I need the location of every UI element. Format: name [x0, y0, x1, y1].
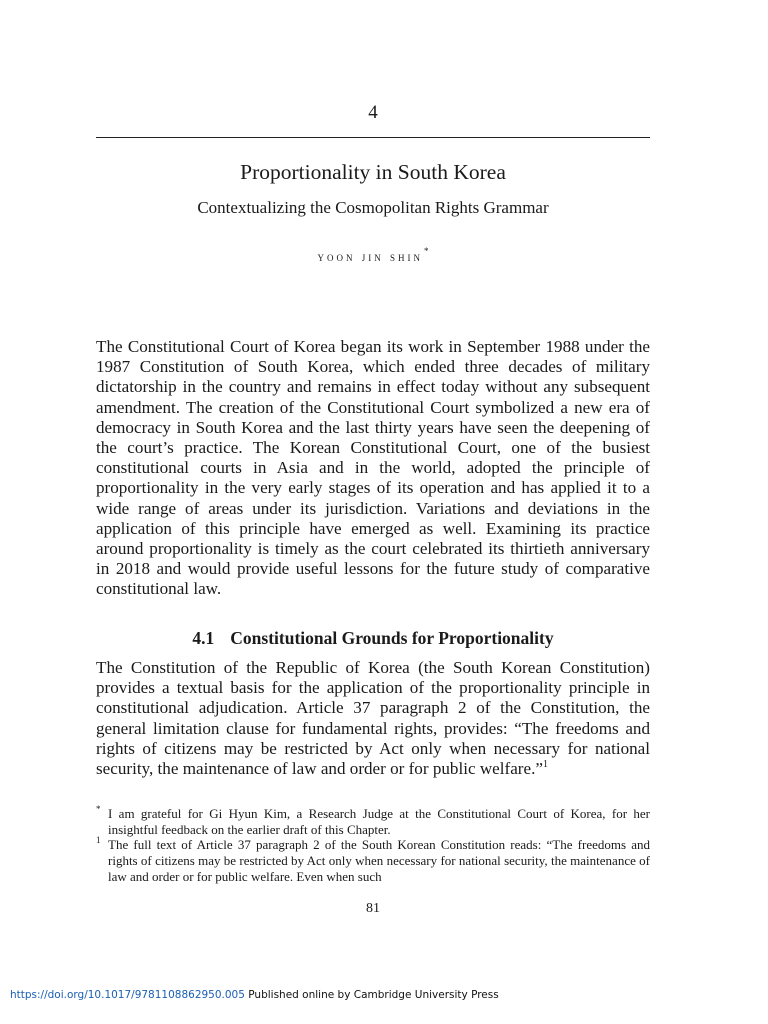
author-name: yoon jin shin: [317, 249, 423, 264]
section-heading: [96, 627, 650, 649]
section-number: 4.1: [192, 628, 215, 648]
doi-link[interactable]: https://doi.org/10.1017/9781108862950.005: [10, 989, 245, 1001]
body-paragraph-intro: The Constitutional Court of Korea began its work in September 1988 under the 1987 Constitution of South Korea, which ended three decades of military dictatorship in the country and remains in effect today without any subsequent amendment. The creation of the Constitutional Court symbolized a new era of democracy in South Korea and the last thirty years have seen the deepening of the court’s practice. The Korean Constitutional Court, one of the busiest constitutional courts in Asia and in the world, adopted the principle of proportionality in the very early stages of its operation and has applied it to a wide range of areas under its jurisdiction. Variations and deviations in the application of this principle have emerged as well. Examining its practice around proportionality is timely as the court celebrated its thirtieth anniversary in 2018 and would provide useful lessons for the future study of comparative constitutional law.: [96, 337, 650, 599]
footnote-ref-1[interactable]: 1: [542, 759, 548, 771]
body-paragraph-grounds: [96, 658, 650, 779]
chapter-number: 4: [368, 102, 378, 123]
footnote-text: The full text of Article 37 paragraph 2 of the South Korean Constitution reads: “The freedoms and rights of citizens may be restricted by Act only when necessary for national security, the maintenance of law and order or for public welfare. Even when such: [108, 837, 650, 884]
footnote-author: [96, 806, 650, 837]
published-text: Published online by Cambridge University Press: [244, 989, 499, 1001]
footnote-text: I am grateful for Gi Hyun Kim, a Research Judge at the Constitutional Court of Korea, for her insightful feedback on the earlier draft of this Chapter.: [108, 806, 650, 837]
footnote-mark: *: [96, 804, 101, 814]
section-title: Constitutional Grounds for Proportionality: [230, 628, 554, 648]
author-line: [96, 240, 650, 268]
footnotes: [96, 806, 650, 885]
chapter-subtitle: Contextualizing the Cosmopolitan Rights Grammar: [197, 198, 549, 217]
body-paragraph-grounds-text: The Constitution of the Republic of Korea (the South Korean Constitution) provides a textual basis for the application of the proportionality principle in constitutional adjudication. Article 37 paragraph 2 of the Constitution, the general limitation clause for fundamental rights, provides: “The freedoms and rights of citizens may be restricted by Act only when necessary for national security, the maintenance of law and order or for public welfare.”: [96, 658, 650, 779]
author-footnote-mark[interactable]: *: [424, 246, 429, 256]
footnote-mark: 1: [96, 835, 101, 846]
title-rule: [96, 137, 650, 138]
publication-footer: [10, 988, 499, 1002]
page-number: 81: [366, 901, 380, 916]
chapter-title: Proportionality in South Korea: [240, 160, 506, 184]
footnote-1: [96, 837, 650, 884]
